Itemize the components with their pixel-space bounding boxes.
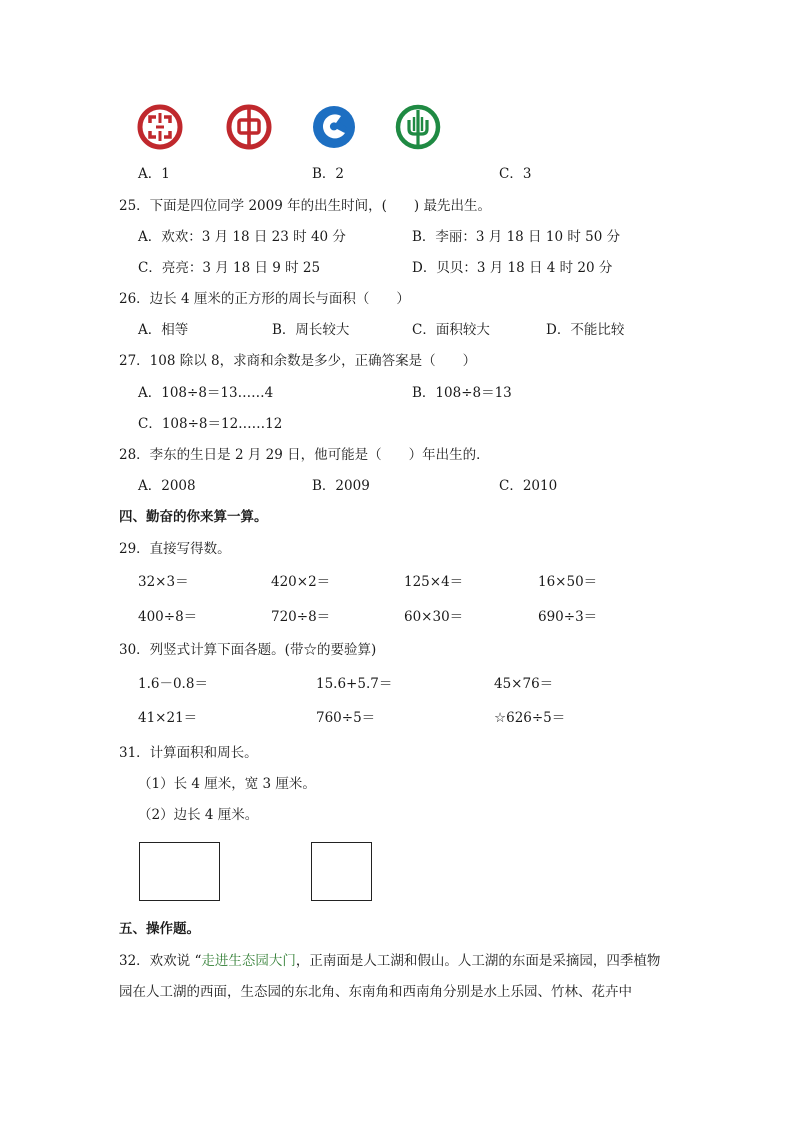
- construction-bank-logo-icon: [311, 104, 357, 150]
- q29-item: 32×3＝: [138, 574, 189, 590]
- q26-option-d: D．不能比较: [546, 322, 625, 338]
- q24-option-c: C．3: [499, 166, 532, 182]
- q29-item: 420×2＝: [271, 574, 331, 590]
- q25-option-c: C．亮亮：3 月 18 日 9 时 25: [138, 260, 321, 276]
- section-4-title: 四、勤奋的你来算一算。: [119, 509, 268, 525]
- q24-option-a: A．1: [138, 166, 170, 182]
- q29-item: 400÷8＝: [138, 609, 198, 625]
- q26-option-b: B．周长较大: [272, 322, 350, 338]
- q32-line-1-rest: ，正南面是人工湖和假山。人工湖的东面是采摘园，四季植物: [295, 953, 661, 969]
- q30-item: ☆626÷5＝: [494, 710, 566, 726]
- q26-stem: 26．边长 4 厘米的正方形的周长与面积（ ）: [119, 291, 410, 307]
- q28-stem: 28．李东的生日是 2 月 29 日，他可能是（ ）年出生的．: [119, 447, 490, 463]
- q27-stem: 27．108 除以 8，求商和余数是多少，正确答案是（ ）: [119, 353, 477, 369]
- q29-stem: 29．直接写得数。: [119, 541, 231, 557]
- bank-of-china-logo-icon: [226, 104, 272, 150]
- icbc-logo-icon: [137, 104, 183, 150]
- q28-option-a: A．2008: [138, 478, 196, 494]
- q30-item: 15.6+5.7＝: [316, 676, 393, 692]
- q27-option-c: C．108÷8＝12……12: [138, 416, 283, 432]
- q30-item: 45×76＝: [494, 676, 554, 692]
- q28-option-b: B．2009: [312, 478, 370, 494]
- q31-part-1: （1）长 4 厘米，宽 3 厘米。: [138, 776, 316, 792]
- q30-item: 760÷5＝: [316, 710, 376, 726]
- q32-line-1: [119, 952, 660, 970]
- q27-option-b: B．108÷8＝13: [412, 385, 512, 401]
- q27-option-a: A．108÷8＝13……4: [138, 385, 274, 401]
- square-figure: [311, 842, 372, 901]
- q25-option-d: D．贝贝：3 月 18 日 4 时 20 分: [412, 260, 613, 276]
- q29-item: 720÷8＝: [271, 609, 331, 625]
- q29-item: 125×4＝: [404, 574, 464, 590]
- q24-option-b: B．2: [312, 166, 345, 182]
- q29-item: 690÷3＝: [538, 609, 598, 625]
- q31-part-2: （2）边长 4 厘米。: [138, 807, 259, 823]
- q29-item: 16×50＝: [538, 574, 598, 590]
- q28-option-c: C．2010: [499, 478, 558, 494]
- agricultural-bank-logo-icon: [395, 104, 441, 150]
- q30-item: 41×21＝: [138, 710, 198, 726]
- q32-line-2: 园在人工湖的西面，生态园的东北角、东南角和西南角分别是水上乐园、竹林、花卉中: [119, 984, 632, 1000]
- q26-option-a: A．相等: [138, 322, 189, 338]
- rectangle-figure: [139, 842, 220, 901]
- q25-stem: 25．下面是四位同学 2009 年的出生时间，( ) 最先出生。: [119, 198, 491, 214]
- section-5-title: 五、操作题。: [119, 921, 200, 937]
- q26-option-c: C．面积较大: [412, 322, 490, 338]
- q29-item: 60×30＝: [404, 609, 464, 625]
- q25-option-b: B．李丽：3 月 18 日 10 时 50 分: [412, 229, 621, 245]
- q30-item: 1.6－0.8＝: [138, 676, 208, 692]
- q30-stem: 30．列竖式计算下面各题。(带☆的要验算): [119, 642, 377, 658]
- q31-stem: 31．计算面积和周长。: [119, 745, 258, 761]
- q32-highlight: 走进生态园大门: [201, 953, 296, 969]
- q25-option-a: A．欢欢：3 月 18 日 23 时 40 分: [138, 229, 346, 245]
- q32-prefix: 32．欢欢说 “: [119, 953, 202, 969]
